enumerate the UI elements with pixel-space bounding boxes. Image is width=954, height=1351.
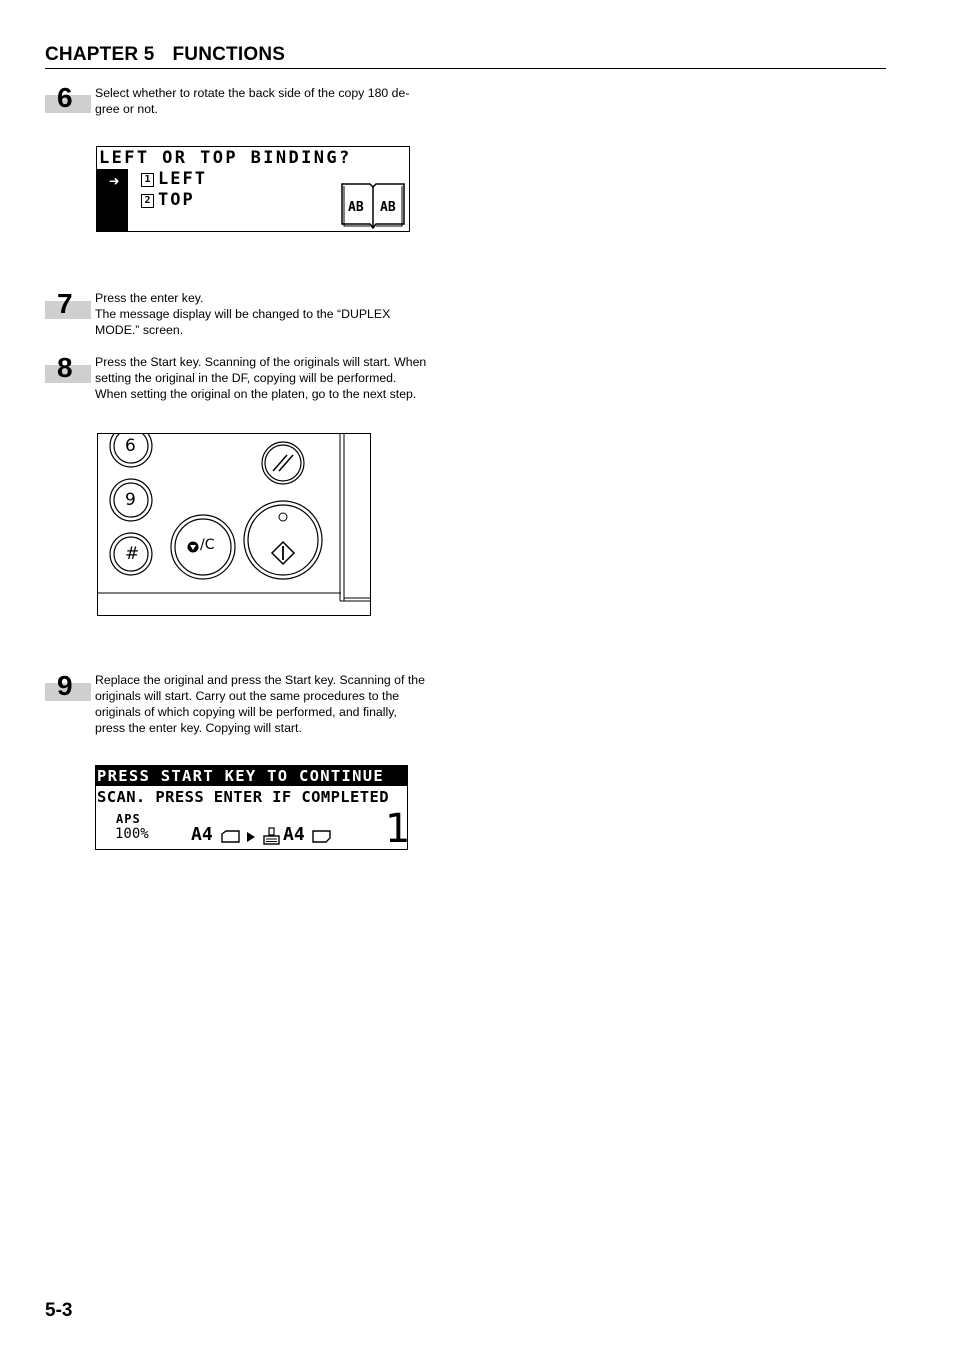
open-book-icon <box>340 182 406 230</box>
landscape-paper-icon <box>221 830 241 844</box>
step-9-text: Replace the original and press the Start key. Scanning of the originals will start. Carry out the same procedures to the originals of which copying will be performed, and finally, press the enter key. Copying will start. <box>95 673 425 735</box>
paper-tray-icon <box>263 826 281 846</box>
step-7-text: Press the enter key. The message display will be changed to the “DUPLEX MODE.” screen. <box>95 291 391 337</box>
continue-message: PRESS START KEY TO CONTINUE <box>96 766 407 786</box>
chapter-number: CHAPTER 5 <box>45 44 155 65</box>
option-top <box>141 190 195 210</box>
option-number-2: 2 <box>141 194 154 208</box>
aps-label: APS <box>116 812 141 826</box>
binding-display <box>96 146 410 232</box>
step-number-6: 6 <box>45 95 91 113</box>
step-8-text: Press the Start key. Scanning of the originals will start. When setting the original in the DF, copying will be performed. When setting the original on the platen, go to the next step. <box>95 355 427 401</box>
key-9-label: 9 <box>125 490 136 510</box>
binding-icon-right-text: AB <box>380 200 396 215</box>
stop-clear-label: /C <box>200 537 215 553</box>
right-arrow-icon: ➜ <box>109 172 120 192</box>
portrait-paper-icon <box>312 830 332 844</box>
control-panel-drawing <box>97 433 371 616</box>
continue-display <box>95 765 411 852</box>
copy-count: 1 <box>385 806 411 852</box>
original-size: A4 <box>191 824 213 845</box>
arrow-right-icon <box>246 831 256 843</box>
scan-message: SCAN. PRESS ENTER IF COMPLETED <box>97 788 389 806</box>
step-6-text: Select whether to rotate the back side of the copy 180 de- gree or not. <box>95 86 410 116</box>
step-number-7: 7 <box>45 301 91 319</box>
page-number: 5-3 <box>45 1300 73 1321</box>
key-6-label: 6 <box>125 436 136 456</box>
option-left-label: LEFT <box>158 169 207 189</box>
chapter-header <box>45 44 886 69</box>
option-left <box>141 169 207 189</box>
key-hash-label: # <box>125 544 140 564</box>
zoom-value: 100% <box>115 826 149 842</box>
step-number-8: 8 <box>45 365 91 383</box>
binding-question: LEFT OR TOP BINDING? <box>99 148 352 168</box>
step-number-9: 9 <box>45 683 91 701</box>
control-panel <box>97 433 371 616</box>
option-number-1: 1 <box>141 173 154 187</box>
option-top-label: TOP <box>158 190 195 210</box>
binding-icon-left-text: AB <box>348 200 364 215</box>
chapter-title: FUNCTIONS <box>172 44 286 65</box>
copy-size: A4 <box>283 824 305 845</box>
